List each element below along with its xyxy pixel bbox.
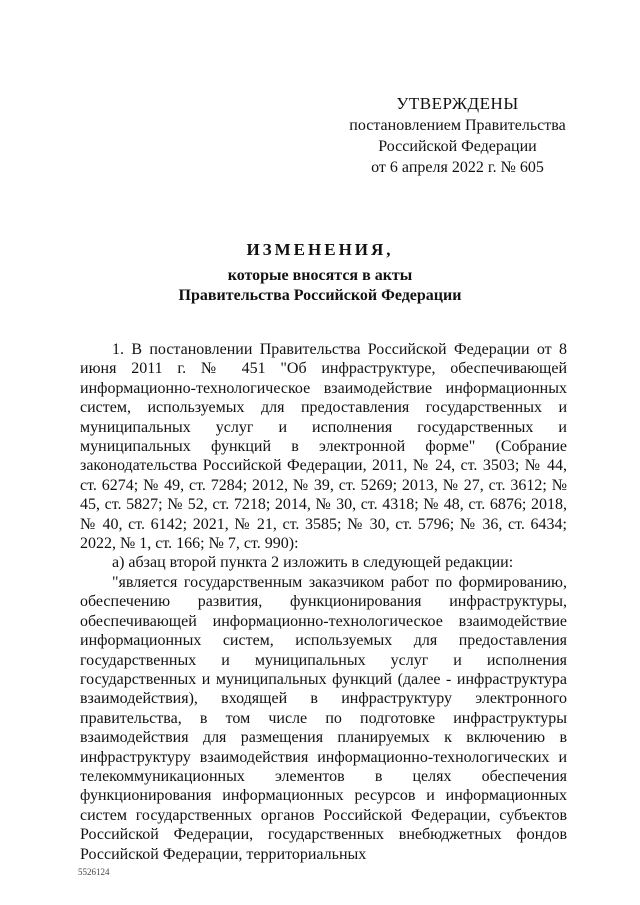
- approval-line-2: Российской Федерации: [378, 138, 537, 155]
- document-body: [80, 340, 567, 864]
- document-number: 5526124: [78, 867, 110, 877]
- approval-line-1: постановлением Правительства: [349, 117, 566, 134]
- approval-stamp: УТВЕРЖДЕНЫ: [396, 94, 519, 113]
- heading-line-1: которые вносятся в акты: [227, 267, 413, 284]
- paragraph-2: а) абзац второй пункта 2 изложить в следующей редакции:: [112, 554, 514, 572]
- approval-line-3: от 6 апреля 2022 г. № 605: [371, 159, 544, 176]
- heading-title: ИЗМЕНЕНИЯ,: [246, 240, 394, 259]
- paragraph-3: "является государственным заказчиком работ по формированию, обеспечению развития, функционирования инфраструктуры, обеспечивающей информационно-технологическое взаимодействие информационных систем, используемых для предоставления государственных и муниципальных услуг и исполнения государственных и муниципальных функций (далее - инфраструктура взаимодействия), входящей в инфраструктуру электронного правительства, в том числе по подготовке инфраструктуры взаимодействия для размещения планируемых к включению в инфраструктуру взаимодействия информационно-технологических и телекоммуникационных элементов в целях обеспечения функционирования информационных ресурсов и информационных систем государственных органов Российской Федерации, субъектов Российской Федерации, государственных внебюджетных фондов Российской Федерации, территориальных: [80, 573, 567, 863]
- heading-line-2: Правительства Российской Федерации: [178, 287, 462, 304]
- document-heading: [80, 240, 560, 306]
- paragraph-1: 1. В постановлении Правительства Российской Федерации от 8 июня 2011 г. № 451 "Об инфраструктуре, обеспечивающей информационно-технологическое взаимодействие информационных систем, используемых для предоставления государственных и муниципальных услуг и исполнения государственных и муниципальных функций в электронной форме" (Собрание законодательства Российской Федерации, 2011, № 24, ст. 3503; № 44, ст. 6274; № 49, ст. 7284; 2012, № 39, ст. 5269; 2013, № 27, ст. 3612; № 45, ст. 5827; № 52, ст. 7218; 2014, № 30, ст. 4318; № 48, ст. 6876; 2018, № 40, ст. 6142; 2021, № 21, ст. 3585; № 30, ст. 5796; № 36, ст. 6434; 2022, № 1, ст. 166; № 7, ст. 990):: [80, 341, 567, 553]
- approval-block: [330, 93, 585, 178]
